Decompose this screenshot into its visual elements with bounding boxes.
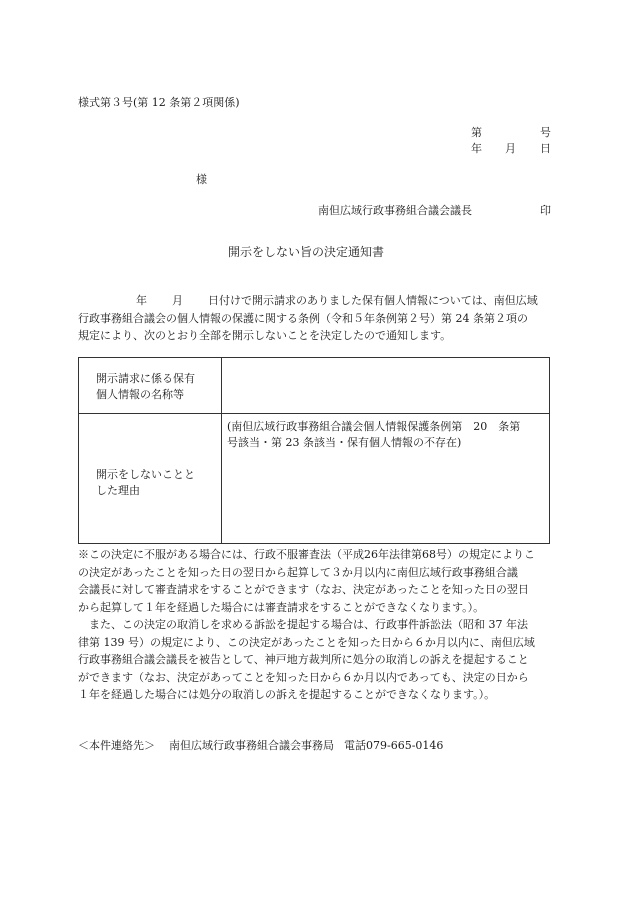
document-title: 開示をしない旨の決定通知書: [228, 245, 385, 259]
date-day: 日: [540, 142, 551, 155]
recipient-honorific: 様: [196, 173, 207, 186]
form-number: 様式第３号(第 12 条第２項関係): [78, 96, 240, 109]
row1-label: 開示請求に係る保有 個人情報の名称等: [96, 372, 195, 401]
contact-line: [78, 740, 443, 751]
intro-paragraph: [78, 292, 550, 345]
intro-line-3: 規定により、次のとおり全部を開示しないことを決定したので通知します。: [78, 329, 452, 342]
table-column-divider: [221, 358, 222, 543]
contact-phone: 電話079-665-0146: [344, 739, 444, 752]
intro-month: 月: [172, 294, 183, 307]
contact-label: ＜本件連絡先＞: [78, 739, 155, 752]
decision-table: [78, 357, 550, 544]
appeal-notice: ※この決定に不服がある場合には、行政不服審査法（平成26年法律第68号）の規定によりこ の決定があったことを知った日の翌日から起算して３か月以内に南但広域行政事務組合議 会議長に対して審査請求をすることができます（なお、決定があったことを知った日の翌日 から起算して１年を経過した場合には審査請求をすることができなくなります。）。: [78, 548, 535, 614]
intro-line-1: [78, 292, 550, 310]
lawsuit-notice: また、この決定の取消しを求める訴訟を提起する場合は、行政事件訴訟法（昭和 37 年法 律第 139 号）の規定により、この決定があったことを知った日から６か月以内に、南但広域 行政事務組合議会議長を被告として、神戸地方裁判所に処分の取消しの訴えを提起すること ができます（なお、決定があってことを知った日から６か月以内であっても、決定の日から １年を経過した場合には処分の取消しの訴えを提起することができなくなります。）。: [78, 618, 535, 701]
doc-number-dai: 第: [471, 126, 482, 139]
doc-number-go: 号: [540, 126, 551, 139]
date-year: 年: [471, 142, 482, 155]
date-month: 月: [505, 142, 516, 155]
row2-value: (南但広域行政事務組合議会個人情報保護条例第 20 条第 号該当・第 23 条該当・保有個人情報の不存在): [227, 420, 521, 449]
row2-label: 開示をしないことと した理由: [96, 468, 195, 497]
intro-line-2: 行政事務組合議会の個人情報の保護に関する条例（令和５年条例第２号）第 24 条第２項の: [78, 311, 528, 325]
sender-name: 南但広域行政事務組合議会議長: [318, 204, 472, 217]
table-row-divider: [79, 413, 549, 414]
intro-year: 年: [136, 294, 147, 307]
intro-line-1-text: 日付けで開示請求のありました保有個人情報については、南但広域: [208, 294, 538, 307]
seal-mark: 印: [540, 204, 551, 217]
contact-office: 南但広域行政事務組合議会事務局: [169, 739, 334, 752]
